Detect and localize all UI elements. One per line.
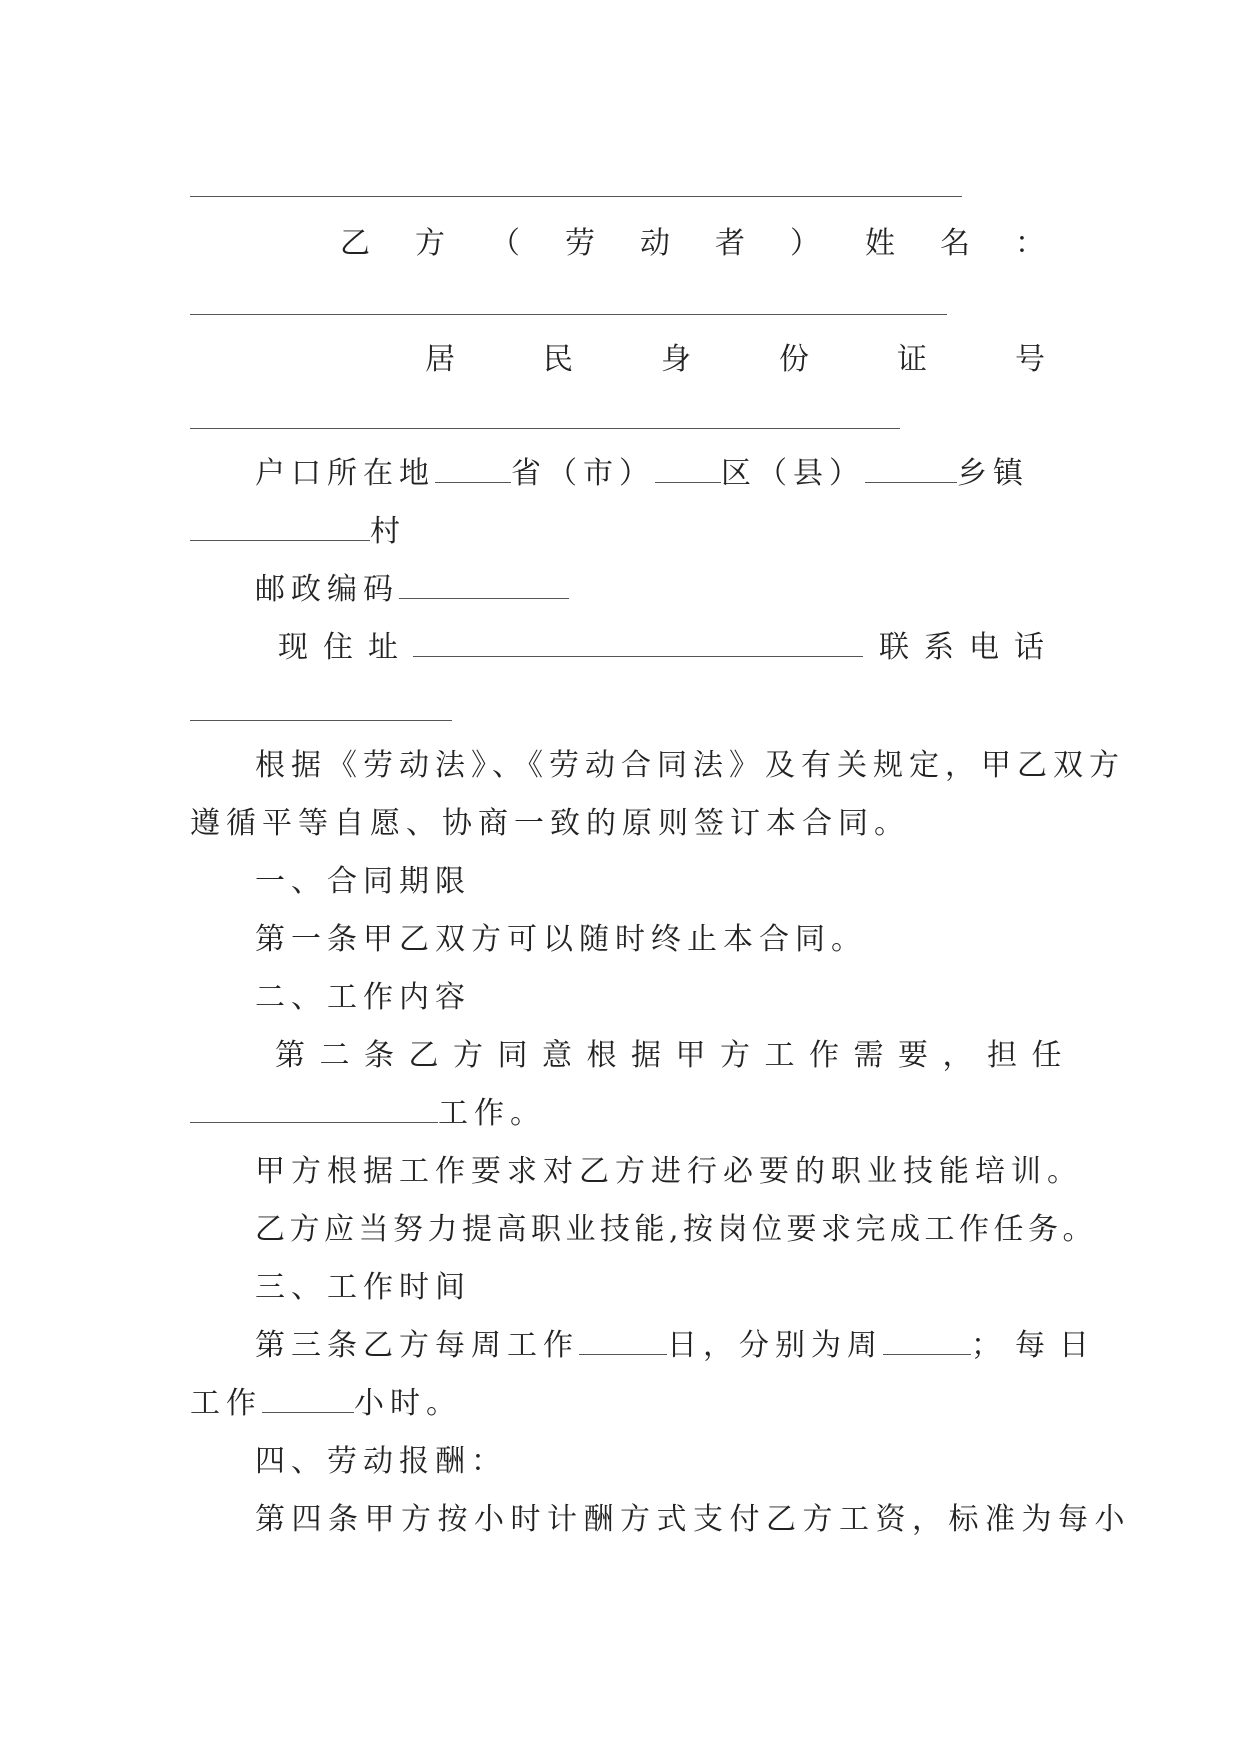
blank <box>190 514 370 541</box>
char: 号 <box>1015 342 1045 377</box>
char: 姓 <box>865 226 895 261</box>
article-3-text-c: ；每日 <box>971 1328 1103 1363</box>
section-4-title: 四、劳动报酬： <box>255 1444 507 1479</box>
char: 身 <box>661 342 691 377</box>
preamble-line-1: 根据《劳动法》、《劳动合同法》及有关规定，甲乙双方 <box>255 748 1125 783</box>
blank <box>413 630 863 657</box>
article-2-end <box>190 1092 1048 1136</box>
blank <box>399 572 569 599</box>
skills-paragraph: 乙方应当努力提高职业技能,按岗位要求完成工作任务。 <box>255 1212 1098 1247</box>
section-1-title: 一、合同期限 <box>255 864 471 899</box>
village-label: 村 <box>370 514 400 549</box>
char: 民 <box>543 342 573 377</box>
char: ： <box>1015 226 1045 261</box>
blank <box>655 456 721 483</box>
article-1: 第一条甲乙双方可以随时终止本合同。 <box>255 922 867 957</box>
province-label: 省（市） <box>511 456 655 491</box>
article-3 <box>255 1324 1103 1368</box>
char: 劳 <box>565 226 595 261</box>
char: 方 <box>415 226 445 261</box>
training-paragraph: 甲方根据工作要求对乙方进行必要的职业技能培训。 <box>255 1154 1083 1189</box>
char: ） <box>790 226 820 261</box>
preamble-line-2: 遵循平等自愿、协商一致的原则签订本合同。 <box>190 806 910 841</box>
town-label: 乡镇 <box>957 456 1029 491</box>
blank-line-phone <box>190 720 452 721</box>
blank <box>435 456 511 483</box>
article-3-text-b: 日，分别为周 <box>667 1328 883 1363</box>
article-4: 第四条甲方按小时计酬方式支付乙方工资，标准为每小 <box>255 1502 1131 1537</box>
char: （ <box>490 226 520 261</box>
char: 动 <box>640 226 670 261</box>
district-label: 区（县） <box>721 456 865 491</box>
village-line <box>190 510 1048 554</box>
party-b-name-label <box>340 222 1045 266</box>
current-address-label: 现住址 <box>278 630 413 665</box>
article-3-cont <box>190 1382 1048 1426</box>
char: 乙 <box>340 226 370 261</box>
blank-line-name <box>190 314 947 315</box>
blank-line-id <box>190 428 900 429</box>
char: 证 <box>897 342 927 377</box>
blank <box>865 456 957 483</box>
blank <box>579 1328 667 1355</box>
char: 居 <box>425 342 455 377</box>
char: 份 <box>779 342 809 377</box>
blank <box>190 1096 438 1123</box>
postcode-label: 邮政编码 <box>255 572 399 607</box>
section-3-title: 三、工作时间 <box>255 1270 471 1305</box>
current-address-line <box>278 626 1059 670</box>
blank <box>262 1386 354 1413</box>
phone-label: 联系电话 <box>879 630 1059 665</box>
article-3-text-e: 小时。 <box>354 1386 462 1421</box>
article-2-end-text: 工作。 <box>438 1096 546 1131</box>
id-number-label <box>425 338 1045 382</box>
postcode-line <box>255 568 1048 612</box>
blank-line-top <box>190 196 962 197</box>
char: 者 <box>715 226 745 261</box>
char: 名 <box>940 226 970 261</box>
blank <box>883 1328 971 1355</box>
article-3-text-a: 第三条乙方每周工作 <box>255 1328 579 1363</box>
section-2-title: 二、工作内容 <box>255 980 471 1015</box>
hukou-line <box>255 452 1048 496</box>
hukou-label: 户口所在地 <box>255 456 435 491</box>
article-3-text-d: 工作 <box>190 1386 262 1421</box>
article-2: 第二条乙方同意根据甲方工作需要，担任 <box>275 1038 1076 1073</box>
